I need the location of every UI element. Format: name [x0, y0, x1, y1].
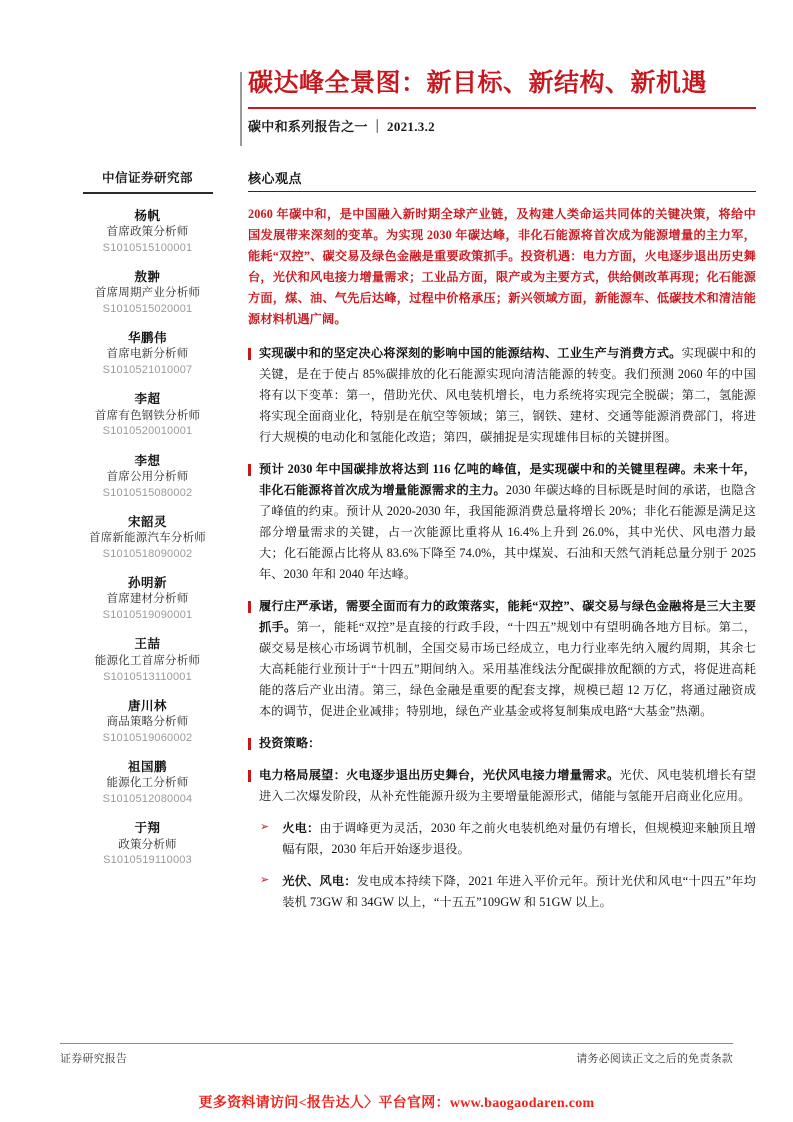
subtitle-separator: ｜ [370, 118, 385, 134]
analyst-name: 祖国鹏 [127, 760, 167, 775]
sub-bullet-list [248, 818, 756, 913]
page-title: 碳达峰全景图：新目标、新结构、新机遇 [248, 70, 708, 97]
bullet-marker-icon [248, 738, 251, 750]
footer-right-label: 请务必阅读正文之后的免责条款 [576, 1053, 733, 1065]
analyst-name: 王喆 [134, 637, 161, 652]
sub-bullet-lead: 火电： [282, 820, 320, 835]
bullet-marker-icon [248, 348, 251, 360]
analyst-license-id: S1010519110003 [103, 854, 192, 867]
analyst-name: 李超 [134, 392, 161, 407]
bullet-text [259, 343, 756, 448]
key-point-bullet [248, 596, 756, 722]
section-divider [248, 191, 756, 192]
analyst-list [60, 208, 235, 869]
analyst-entry [60, 575, 235, 623]
sub-bullet-rest: 发电成本持续下降，2021 年进入平价元年。预计光伏和风电“十四五”年均装机 73GW 和 34GW 以上，“十五五”109GW 和 51GW 以上。 [282, 873, 756, 909]
bullet-text [259, 733, 756, 754]
bullet-lead: 实现碳中和的坚定决心将深刻的影响中国的能源结构、工业生产与消费方式。 [259, 346, 682, 361]
section-heading: 核心观点 [248, 171, 303, 186]
lead-paragraph: 2060 年碳中和，是中国融入新时期全球产业链，及构建人类命运共同体的关键决策，将给中国发展带来深刻的变革。为实现 2030 年碳达峰，非化石能源将首次成为能源增量的主力军，能耗“双控”、碳交易及绿色金融是重要政策抓手。投资机遇：电力方面，火电逐步退出历史舞台，光伏和风电接力增量需求；工业品方面，限产或为主要方式，供给侧改革再现；化石能源方面，煤、油、气先后达峰，过程中价格承压；新兴领域方面，新能源车、低碳技术和清洁能源材料机遇广阔。 [248, 207, 756, 327]
key-point-bullet [248, 765, 756, 807]
analyst-license-id: S1010519060002 [102, 731, 193, 744]
title-block [248, 68, 756, 135]
bullet-marker-icon [248, 464, 251, 476]
key-point-bullet [248, 459, 756, 585]
analyst-entry [60, 391, 235, 439]
arrow-bullet-icon: ➢ [260, 819, 270, 833]
bullet-marker-icon [248, 770, 251, 782]
bullet-list [248, 343, 756, 807]
analyst-role: 首席建材分析师 [106, 593, 189, 606]
bullet-lead: 预计 2030 年中国碳排放将达到 116 亿吨的峰值，是实现碳中和的关键里程碑。未来十年，非化石能源将首次成为增量能源需求的主力。 [259, 462, 756, 497]
sub-bullet-rest: 由于调峰更为灵活，2030 年之前火电装机绝对量仍有增长，但规模迎来触顶且增幅有限，2030 年后开始逐步退役。 [282, 820, 756, 856]
analyst-sidebar [60, 168, 235, 882]
bullet-text [259, 765, 756, 807]
analyst-role: 能源化工分析师 [106, 777, 189, 790]
analyst-name: 唐川林 [127, 698, 167, 713]
analyst-license-id: S1010515080002 [102, 486, 193, 499]
analyst-license-id: S1010512080004 [102, 793, 193, 806]
promo-banner: 更多资料请访问<报告达人〉平台官网：www.baogaodaren.com [198, 1096, 595, 1111]
bullet-rest: 第一，能耗“双控”是直接的行政手段，“十四五”规划中有望明确各地方目标。第二，碳交易是核心市场调节机制，全国交易市场已经成立，电力行业率先纳入履约周期，其余七大高耗能行业预计于“十四五”期间纳入。采用基准线法分配碳排放配额的方式，将促进高耗能的落后产业出清。第三，绿色金融是重要的配套支撑，规模已超 12 万亿，将通过融资成本的调节，促进企业减排；特别地，绿色产业基金或将复制集成电路“大基金”热潮。 [259, 619, 756, 718]
analyst-role: 首席新能源汽车分析师 [89, 532, 206, 545]
analyst-license-id: S1010513110001 [103, 670, 192, 683]
analyst-entry [60, 820, 235, 868]
sub-bullet-text [282, 818, 756, 860]
bullet-text [259, 596, 756, 722]
analyst-name: 宋韶灵 [127, 514, 167, 529]
analyst-entry [60, 330, 235, 378]
report-date: 2021.3.2 [387, 118, 435, 134]
bullet-marker-icon [248, 601, 251, 613]
analyst-role: 首席周期产业分析师 [94, 287, 201, 300]
analyst-role: 政策分析师 [118, 838, 177, 851]
analyst-license-id: S1010515100001 [102, 241, 193, 254]
arrow-bullet-icon: ➢ [260, 872, 270, 886]
analyst-entry [60, 208, 235, 256]
analyst-role: 首席电新分析师 [106, 348, 189, 361]
analyst-name: 敖翀 [134, 269, 161, 284]
analyst-name: 于翔 [134, 821, 161, 836]
sub-point-bullet [248, 871, 756, 913]
analyst-name: 孙明新 [127, 576, 167, 591]
analyst-entry [60, 759, 235, 807]
analyst-license-id: S1010519090001 [102, 609, 193, 622]
bullet-lead: 电力格局展望：火电逐步退出历史舞台，光伏风电接力增量需求。 [259, 767, 620, 782]
analyst-role: 商品策略分析师 [106, 716, 189, 728]
analyst-license-id: S1010515020001 [102, 302, 193, 315]
sub-point-bullet [248, 818, 756, 860]
bullet-rest: 光伏、风电装机增长有望进入二次爆发阶段，从补充性能源升级为主要增量能源形式，储能与氢能开启商业化应用。 [259, 767, 756, 803]
sub-bullet-text [282, 871, 756, 913]
analyst-role: 首席有色钢铁分析师 [94, 409, 201, 422]
title-divider [248, 107, 756, 109]
analyst-role: 首席政策分析师 [106, 225, 189, 238]
analyst-license-id: S1010518090002 [102, 548, 193, 561]
analyst-entry [60, 514, 235, 562]
footer-divider [60, 1043, 733, 1044]
key-point-bullet [248, 343, 756, 448]
analyst-license-id: S1010521010007 [102, 364, 193, 377]
footer-left-label: 证券研究报告 [60, 1053, 128, 1065]
analyst-role: 能源化工首席分析师 [94, 654, 201, 667]
sidebar-divider [83, 192, 213, 194]
bullet-rest: 2030 年碳达峰的目标既是时间的承诺，也隐含了峰值的约束。预计从 2020-2030 年，我国能源消费总量将增长 20%；非化石能源是满足这部分增量需求的关键，占一次能源比重将从 16.4%上升到 26.0%，其中光伏、风电潜力最大；化石能源占比将从 83.6%下降至 74.0%，其中煤炭、石油和天然气消耗总量分别于 2025 年、2030 年和 2040 年达峰。 [259, 483, 757, 581]
sidebar-header: 中信证券研究部 [101, 171, 193, 185]
analyst-name: 华鹏伟 [127, 331, 167, 346]
analyst-name: 李想 [134, 453, 161, 468]
subtitle [248, 116, 756, 135]
analyst-entry [60, 636, 235, 684]
report-series-label: 碳中和系列报告之一 [248, 118, 368, 134]
main-content [248, 168, 756, 924]
analyst-role: 首席公用分析师 [106, 470, 189, 483]
bullet-rest: 实现碳中和的关键，是在于使占 85%碳排放的化石能源实现向清洁能源的转变。我们预测 2060 年的中国将有以下变革：第一，借助光伏、风电装机增长，电力系统将实现完全脱碳；第二，氢能源将实现全面商业化，特别是在航空等领域；第三，钢铁、建材、交通等能源消费部门，将进行大规模的电动化和氢能化改造；第四，碳捕捉是实现雄伟目标的关键拼图。 [259, 346, 756, 445]
bullet-lead: 履行庄严承诺，需要全面而有力的政策落实，能耗“双控”、碳交易与绿色金融将是三大主要抓手。 [259, 598, 756, 634]
analyst-entry [60, 269, 235, 317]
analyst-name: 杨帆 [134, 208, 161, 223]
sub-bullet-lead: 光伏、风电： [282, 873, 357, 888]
analyst-entry [60, 453, 235, 501]
analyst-entry [60, 698, 235, 746]
key-point-bullet [248, 733, 756, 754]
page-footer [60, 1043, 733, 1066]
bullet-lead: 投资策略： [259, 735, 321, 750]
analyst-license-id: S1010520010001 [102, 425, 193, 438]
bullet-text [259, 459, 756, 585]
title-accent-bar [240, 72, 242, 146]
